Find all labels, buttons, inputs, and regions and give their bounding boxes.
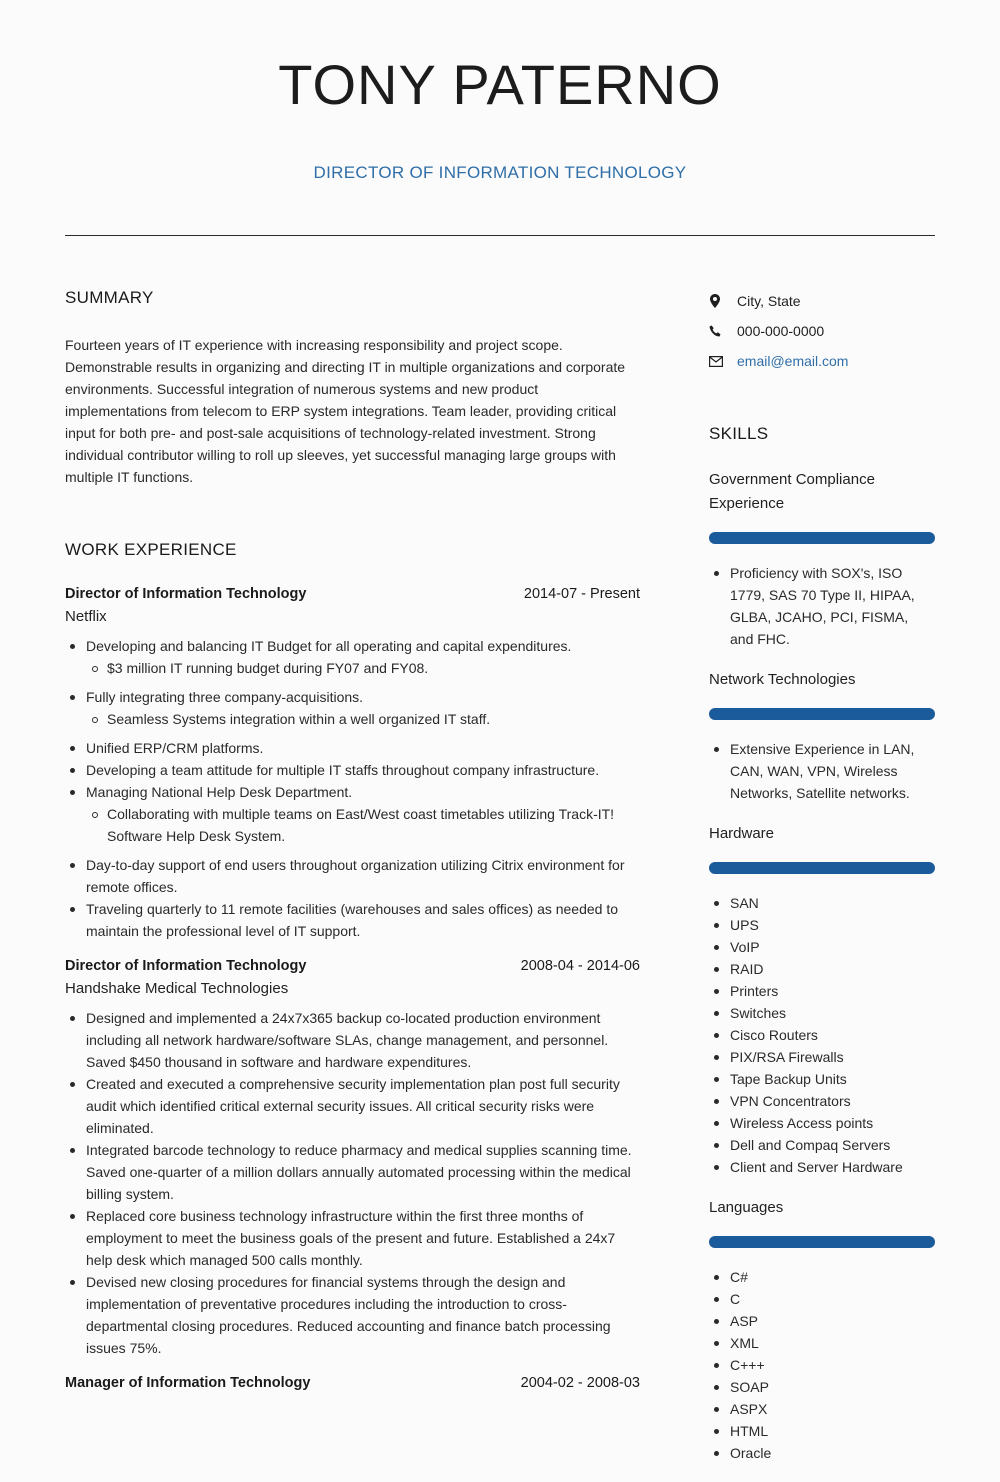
skill-item: VoIP [709,936,935,958]
job-bullet [65,686,640,730]
job-sub-bullet-list [86,803,640,847]
job-header [65,958,640,974]
job-bullet [65,1205,640,1271]
job-bullet [65,759,640,781]
job-dates: 2004-02 - 2008-03 [520,1375,640,1391]
skill-item: SOAP [709,1376,935,1398]
skill-item: C [709,1288,935,1310]
skill-item: Printers [709,980,935,1002]
skill-item: Client and Server Hardware [709,1156,935,1178]
job-dates: 2008-04 - 2014-06 [520,958,640,974]
skill-item: C+++ [709,1354,935,1376]
skill-item: Proficiency with SOX's, ISO 1779, SAS 70 Type II, HIPAA, GLBA, JCAHO, PCI, FISMA, and FHC. [709,562,935,650]
skill-item: SAN [709,892,935,914]
phone-icon [709,325,737,338]
work-experience-heading: WORK EXPERIENCE [65,540,237,559]
skill-item: XML [709,1332,935,1354]
skill-item: VPN Concentrators [709,1090,935,1112]
header-divider [65,235,935,236]
skill-item: HTML [709,1420,935,1442]
skill-item-list [709,892,935,1178]
job-bullet [65,635,640,679]
job-header [65,586,640,602]
job-bullet-list [65,635,640,942]
contact-phone [709,316,935,346]
job-list [65,586,640,1391]
job-bullet-text: Replaced core business technology infrastructure within the first three months of employment to meet the business goals of the present and future. Established a 24x7 help desk which managed 500 calls monthly. [86,1208,616,1268]
skills-list [709,468,935,1464]
email-link[interactable]: email@email.com [737,353,849,369]
job-bullet-text: Designed and implemented a 24x7x365 backup co-located production environment including all network hardware/software SLAs, change management, and personnel. Saved $450 thousand in software and hardware expenditures. [86,1010,609,1070]
job-sub-bullet-list [86,708,640,730]
job-sub-bullet: Seamless Systems integration within a well organized IT staff. [86,708,640,730]
job-title: Manager of Information Technology [65,1375,311,1391]
job-bullet [65,1007,640,1073]
skill-item: PIX/RSA Firewalls [709,1046,935,1068]
job-bullet-text: Traveling quarterly to 11 remote facilities (warehouses and sales offices) as needed to maintain the professional level of IT support. [86,901,619,939]
job-bullet [65,1271,640,1359]
job-bullet-text: Integrated barcode technology to reduce pharmacy and medical supplies scanning time. Saved one-quarter of a million dollars annually automated processing within the medical billing system. [86,1142,632,1202]
job-company: Handshake Medical Technologies [65,980,289,997]
summary-text: Fourteen years of IT experience with increasing responsibility and project scope. Demonstrable results in organizing and directing IT in multiple organizations and corporate environments. Successful integration of numerous systems and new product implementations from telecom to ERP system integrations. Team leader, providing critical input for both pre- and post-sale acquisitions of technology-related investment. Strong individual contributor willing to roll up sleeves, yet successful managing large groups with multiple IT functions. [65,337,626,485]
job-bullet [65,1073,640,1139]
main-column [65,288,640,1407]
skill-item: ASP [709,1310,935,1332]
job-dates: 2014-07 - Present [523,586,640,602]
skill-item: Cisco Routers [709,1024,935,1046]
skill-level-bar [709,862,935,874]
map-pin-icon [709,294,737,308]
skill-level-bar [709,1236,935,1248]
job-entry [65,1375,640,1391]
candidate-role: DIRECTOR OF INFORMATION TECHNOLOGY [313,163,687,182]
skill-category-name: Government Compliance Experience [709,471,875,512]
job-bullet-text: Managing National Help Desk Department. [86,784,353,800]
skill-item: Dell and Compaq Servers [709,1134,935,1156]
job-header [65,1375,640,1391]
skill-item: C# [709,1266,935,1288]
location-text: City, State [737,293,801,309]
job-sub-bullet: $3 million IT running budget during FY07 and FY08. [86,657,640,679]
skill-item-list [709,562,935,650]
skill-item-list [709,1266,935,1464]
job-bullet-text: Unified ERP/CRM platforms. [86,740,264,756]
job-sub-bullet: Collaborating with multiple teams on East/West coast timetables utilizing Track-IT! Software Help Desk System. [86,803,640,847]
candidate-name: TONY PATERNO [278,53,722,116]
skill-level-bar [709,532,935,544]
skill-category-name: Hardware [709,825,775,842]
job-bullet-text: Fully integrating three company-acquisitions. [86,689,364,705]
job-bullet-text: Day-to-day support of end users throughout organization utilizing Citrix environment for remote offices. [86,857,625,895]
skill-item: UPS [709,914,935,936]
job-title: Director of Information Technology [65,958,307,974]
job-sub-bullet-list [86,657,640,679]
job-entry [65,586,640,942]
skill-item: Wireless Access points [709,1112,935,1134]
job-bullet [65,737,640,759]
summary-heading: SUMMARY [65,288,154,307]
job-bullet-text: Created and executed a comprehensive security implementation plan post full security audit which identified critical external security issues. All critical security risks were eliminated. [86,1076,620,1136]
contact-location [709,286,935,316]
job-bullet-text: Devised new closing procedures for financial systems through the design and implementation of preventative procedures including the introduction to cross-departmental closing procedures. Reduced accounting and finance batch processing issues 75%. [86,1274,611,1356]
job-bullet [65,1139,640,1205]
job-bullet [65,854,640,898]
skill-category-name: Network Technologies [709,671,856,688]
skills-heading: SKILLS [709,424,769,443]
envelope-icon [709,356,737,367]
skill-category-name: Languages [709,1199,784,1216]
skill-item: RAID [709,958,935,980]
contact-email[interactable] [709,346,935,376]
job-entry [65,958,640,1359]
job-bullet [65,898,640,942]
job-company: Netflix [65,608,107,625]
skill-item: Switches [709,1002,935,1024]
skill-item: ASPX [709,1398,935,1420]
job-title: Director of Information Technology [65,586,307,602]
sidebar-column [709,286,935,1482]
job-bullet [65,781,640,847]
skill-item: Oracle [709,1442,935,1464]
phone-text: 000-000-0000 [737,323,825,339]
skill-level-bar [709,708,935,720]
skill-item: Extensive Experience in LAN, CAN, WAN, VPN, Wireless Networks, Satellite networks. [709,738,935,804]
skill-item-list [709,738,935,804]
job-bullet-text: Developing and balancing IT Budget for all operating and capital expenditures. [86,638,572,654]
job-bullet-list [65,1007,640,1359]
skill-item: Tape Backup Units [709,1068,935,1090]
job-bullet-text: Developing a team attitude for multiple IT staffs throughout company infrastructure. [86,762,600,778]
